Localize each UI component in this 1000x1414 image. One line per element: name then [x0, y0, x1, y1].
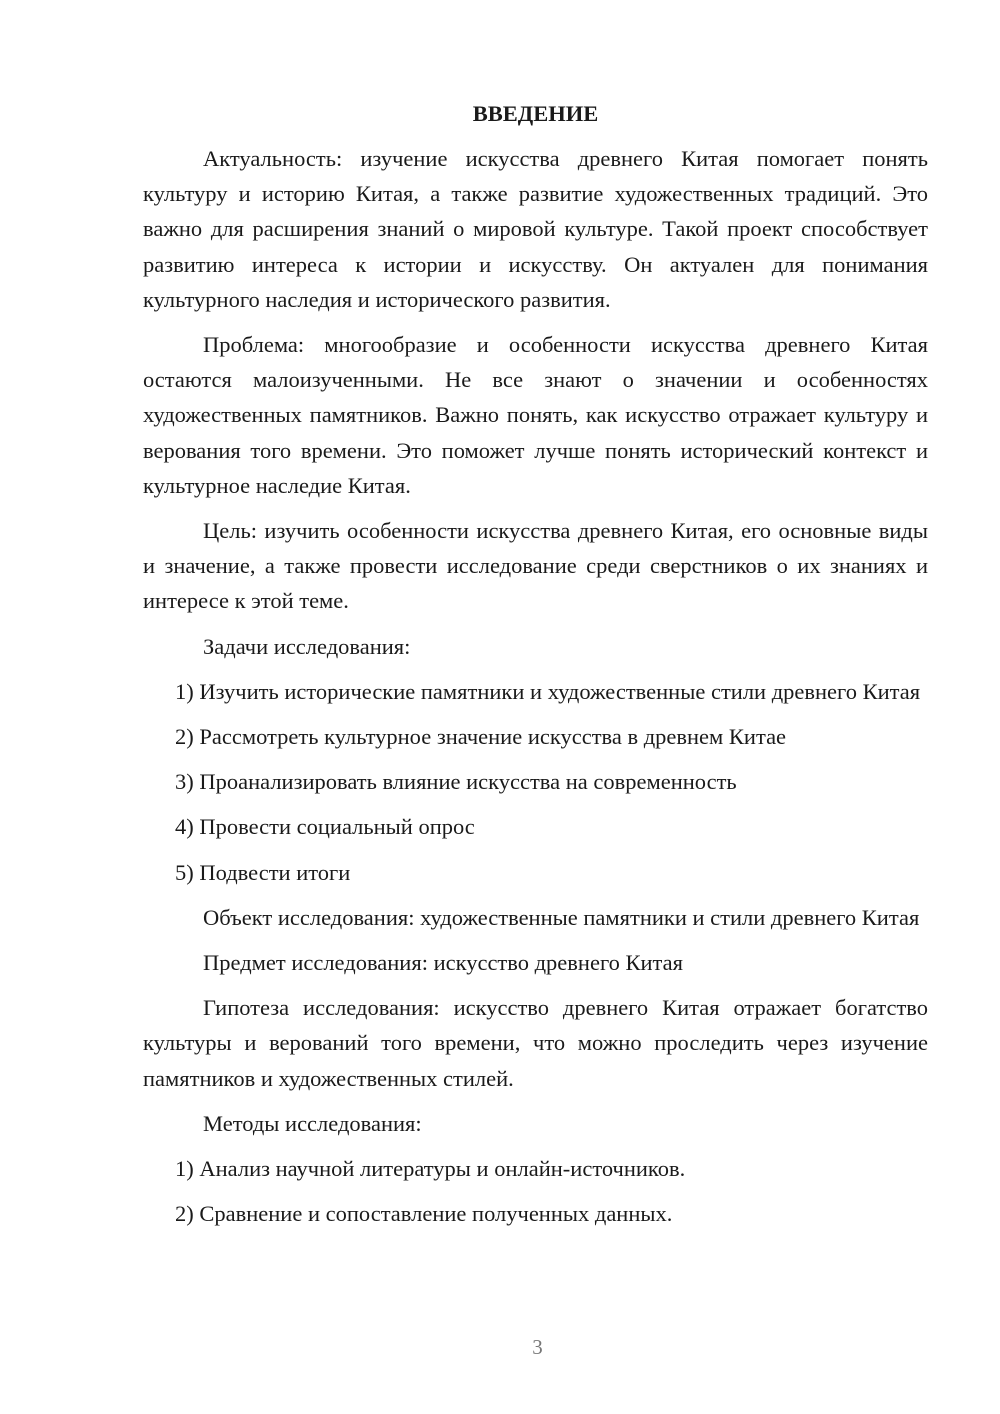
task-item: 5) Подвести итоги [175, 859, 351, 885]
page-content [143, 96, 928, 1241]
task-item: 2) Рассмотреть культурное значение искусства в древнем Китае [175, 724, 787, 750]
task-item: 4) Провести социальный опрос [175, 814, 475, 840]
hypothesis-paragraph: Гипотеза исследования: искусство древнего Китая отражает богатство культуры и верований того времени, что можно проследить через изучение памятников и художественных стилей. [143, 995, 928, 1091]
page-number: 3 [532, 1335, 543, 1359]
goal-paragraph: Цель: изучить особенности искусства древнего Китая, его основные виды и значение, а также провести исследование среди сверстников о их знаниях и интересе к этой теме. [143, 518, 928, 614]
method-item: 2) Сравнение и сопоставление полученных данных. [175, 1201, 673, 1227]
tasks-heading: Задачи исследования: [203, 633, 411, 659]
section-heading: ВВЕДЕНИЕ [472, 101, 599, 126]
methods-heading: Методы исследования: [203, 1110, 422, 1136]
object-paragraph: Объект исследования: художественные памятники и стили древнего Китая [203, 904, 920, 930]
task-item: 1) Изучить исторические памятники и художественные стили древнего Китая [175, 678, 921, 704]
problem-paragraph: Проблема: многообразие и особенности искусства древнего Китая остаются малоизученными. Не все знают о значении и особенностях художественных памятников. Важно понять, как искусство отражает культуру и верования того времени. Это поможет лучше понять исторический контекст и культурное наследие Китая. [143, 332, 928, 498]
task-item: 3) Проанализировать влияние искусства на современность [175, 769, 737, 795]
method-item: 1) Анализ научной литературы и онлайн-источников. [175, 1156, 686, 1182]
subject-paragraph: Предмет исследования: искусство древнего Китая [203, 950, 683, 976]
relevance-paragraph: Актуальность: изучение искусства древнего Китая помогает понять культуру и историю Китая, а также развитие художественных традиций. Это важно для расширения знаний о мировой культуре. Такой проект способствует развитию интереса к истории и искусству. Он актуален для понимания культурного наследия и исторического развития. [143, 146, 928, 312]
